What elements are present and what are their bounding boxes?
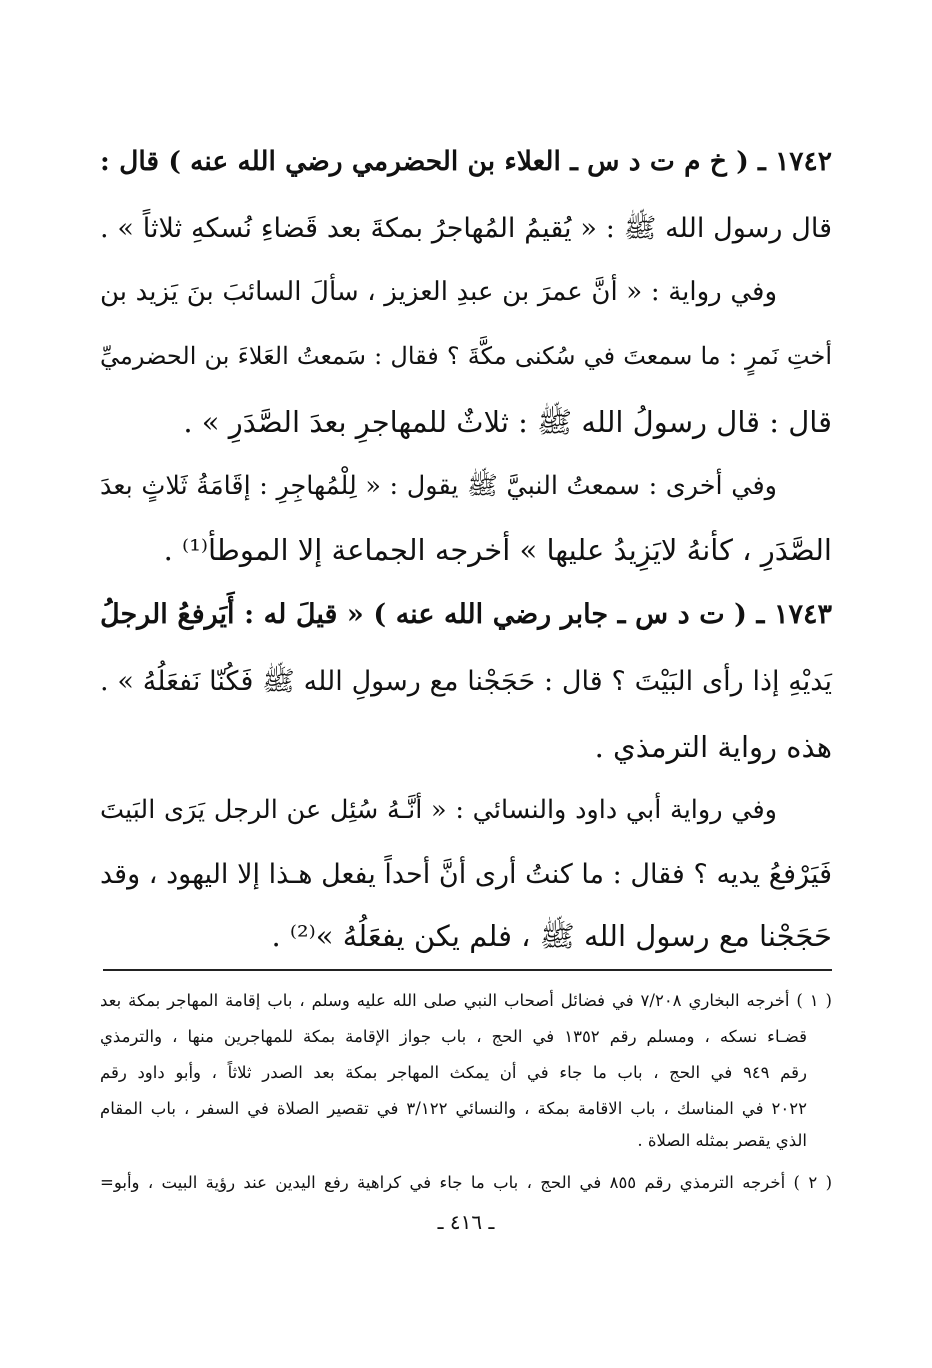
text-line: وفي رواية : « أنَّ عمرَ بن عبدِ العزيز ، سألَ السائبَ بنَ يَزيد بن bbox=[100, 277, 777, 307]
footnote-divider bbox=[103, 969, 832, 971]
page-number: ـ ٤١٦ ـ bbox=[437, 1210, 495, 1234]
text-line: وفي أخرى : سمعتُ النبيَّ ﷺ يقول : « لِلْمُهاجِرِ : إقَامَةُ ثَلاثٍ بعدَ bbox=[100, 471, 777, 501]
footnote-line: ( ١ ) أخرجه البخاري ٧/٢٠٨ في فضائل أصحاب النبي صلى الله عليه وسلم ، باب إقامة المهاجر بمكة بعد bbox=[100, 991, 832, 1010]
text-line: قال رسول الله ﷺ : « يُقيمُ المُهاجرُ بمكةَ بعد قَضاءِ نُسكهِ ثلاثاً » . bbox=[100, 213, 832, 244]
text-line: فَيَرْفعُ يديه ؟ فقال : ما كنتُ أرى أنَّ أحداً يفعل هـذا إلا اليهود ، وقد bbox=[100, 859, 832, 890]
text-line: أختِ نَمرٍ : ما سمعتَ في سُكنى مكَّةَ ؟ فقال : سَمعتُ العَلاءَ بن الحضرميِّ bbox=[100, 342, 832, 370]
text-line: يَديْهِ إذا رأى البَيْتَ ؟ قال : حَجَجْنا مع رسولِ الله ﷺ فَكُنّا نَفعَلُهُ » . bbox=[100, 666, 832, 697]
footnote-line: ٢٠٢٢ في المناسك ، باب الاقامة بمكة ، والنسائي ٣/١٢٢ في تقصير الصلاة في السفر ، باب المقام bbox=[100, 1099, 807, 1118]
footnote-line: ( ٢ ) أخرجه الترمذي رقم ٨٥٥ في الحج ، باب ما جاء في كراهية رفع اليدين عند رؤية البيت ، وأبو= bbox=[100, 1173, 833, 1192]
hadith-1743-heading: ١٧٤٣ ـ ( ت د س ـ جابر رضي الله عنه ) « قيلَ له : أَيَرفعُ الرجلُ bbox=[100, 599, 832, 630]
hadith-1742-heading: ١٧٤٢ ـ ( خ م ت د س ـ العلاء بن الحضرمي رضي الله عنه ) قال : bbox=[100, 146, 832, 177]
text-line: حَجَجْنا مع رسول الله ﷺ ، فلم يكن يفعَلُهُ »⁽²⁾ . bbox=[271, 919, 832, 953]
text-line: الصَّدَرِ ، كأنهُ لايَزِيدُ عليها » أخرجه الجماعة إلا الموطأ⁽¹⁾ . bbox=[163, 533, 832, 567]
footnote-line: الذي يقصر بمثله الصلاة . bbox=[637, 1131, 807, 1150]
footnote-line: رقم ٩٤٩ في الحج ، باب ما جاء في أن يمكث المهاجر بمكة بعد الصدر ثلاثاً ، وأبو داود رقم bbox=[100, 1063, 807, 1082]
text-line: قال : قال رسولُ الله ﷺ : ثلاثٌ للمهاجرِ بعدَ الصَّدَرِ » . bbox=[183, 405, 832, 439]
text-line: هذه رواية الترمذي . bbox=[594, 730, 832, 764]
footnote-line: قضـاء نسكه ، ومسلم رقم ١٣٥٢ في الحج ، باب جواز الإقامة بمكة للمهاجرين منها ، والترمذي bbox=[100, 1027, 808, 1046]
text-line: وفي رواية أبي داود والنسائي : « أنَّـهُ سُئِل عن الرجل يَرَى البَيتَ bbox=[100, 795, 777, 825]
